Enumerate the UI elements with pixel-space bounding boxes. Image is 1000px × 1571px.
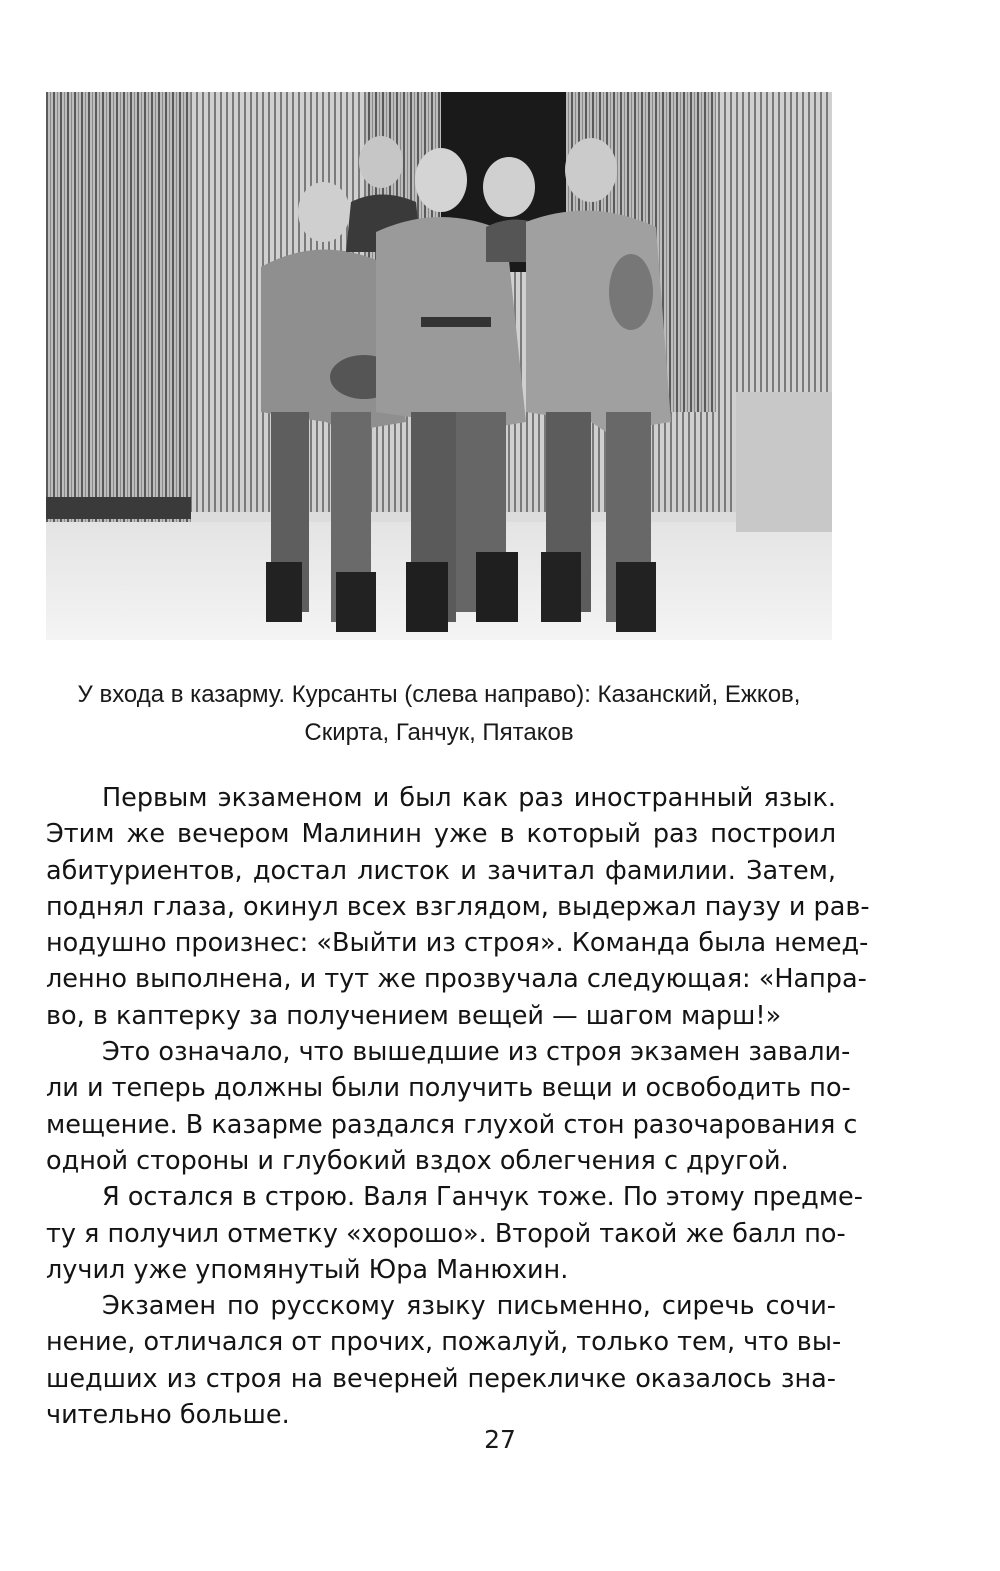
caption-line: У входа в казарму. Курсанты (слева направо): Казанский, Ежков, xyxy=(77,681,801,708)
photo-cadets xyxy=(46,92,832,640)
text-line: Первым экзаменом и был как раз иностранный язык. xyxy=(102,783,836,813)
text-line: Экзамен по русскому языку письменно, сиречь сочи- xyxy=(102,1291,836,1322)
text-line: одной стороны и глубокий вздох облегчения с другой. xyxy=(46,1145,789,1176)
text-line: поднял глаза, окинул всех взглядом, выдержал паузу и рав- xyxy=(46,891,870,922)
group-photo-icon xyxy=(46,92,832,640)
text-line: во, в каптерку за получением вещей — шагом марш!» xyxy=(46,1000,782,1031)
text-line: лучил уже упомянутый Юра Манюхин. xyxy=(46,1254,569,1285)
photo-caption xyxy=(46,676,832,752)
text-line: мещение. В казарме раздался глухой стон разочарования с xyxy=(46,1109,858,1140)
text-line: нодушно произнес: «Выйти из строя». Команда была немед- xyxy=(46,928,869,959)
text-line: Я остался в строю. Валя Ганчук тоже. По этому предме- xyxy=(102,1182,863,1213)
caption-line: Скирта, Ганчук, Пятаков xyxy=(304,719,574,746)
body-text xyxy=(46,780,870,1433)
text-line: ли и теперь должны были получить вещи и освободить по- xyxy=(46,1073,851,1104)
text-line: шедших из строя на вечерней перекличке оказалось зна- xyxy=(46,1363,836,1394)
text-line: чительно больше. xyxy=(46,1400,290,1431)
page-number: 27 xyxy=(484,1425,516,1454)
text-line: нение, отличался от прочих, пожалуй, только тем, что вы- xyxy=(46,1327,842,1358)
text-line: ленно выполнена, и тут же прозвучала следующая: «Напра- xyxy=(46,964,867,995)
text-line: Этим же вечером Малинин уже в который раз построил xyxy=(46,819,836,850)
text-line: ту я получил отметку «хорошо». Второй такой же балл по- xyxy=(46,1218,846,1249)
text-line: абитуриентов, достал листок и зачитал фамилии. Затем, xyxy=(46,855,836,886)
text-line: Это означало, что вышедшие из строя экзамен завали- xyxy=(102,1037,851,1068)
